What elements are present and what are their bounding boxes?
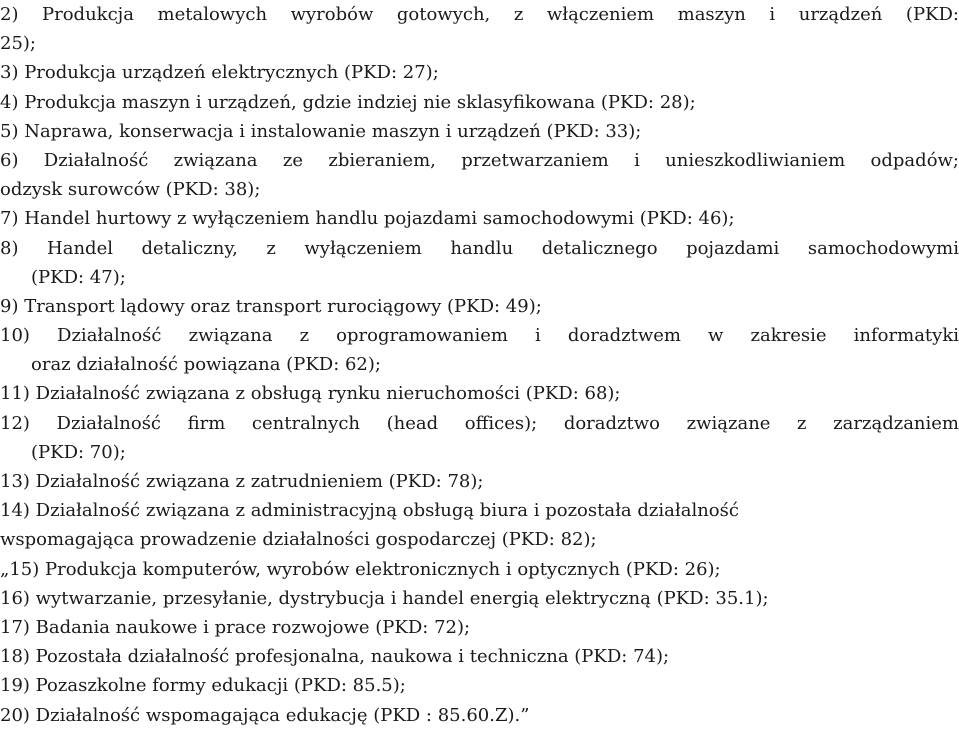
- list-item-text: 17) Badania naukowe i prace rozwojowe (PKD: 72);: [0, 616, 471, 638]
- list-item-17: [0, 613, 959, 642]
- list-item-12: [0, 409, 959, 467]
- list-item-text: 3) Produkcja urządzeń elektrycznych (PKD: 27);: [0, 62, 439, 84]
- list-item-8: [0, 234, 959, 292]
- list-item-text: 10) Działalność związana z oprogramowaniem i doradztwem w zakresie informatyki: [0, 325, 959, 347]
- list-item-text: 20) Działalność wspomagająca edukację (PKD : 85.60.Z).”: [0, 704, 530, 726]
- list-item-text-continued: oraz działalność powiązana (PKD: 62);: [31, 354, 381, 376]
- list-item-9: [0, 292, 959, 321]
- list-item-text: „15) Produkcja komputerów, wyrobów elektronicznych i optycznych (PKD: 26);: [0, 558, 721, 580]
- list-item-text: 5) Naprawa, konserwacja i instalowanie maszyn i urządzeń (PKD: 33);: [0, 120, 642, 142]
- list-item-text-continued: odzysk surowców (PKD: 38);: [0, 179, 261, 201]
- list-item-20: [0, 701, 959, 730]
- list-item-text: 2) Produkcja metalowych wyrobów gotowych, z włączeniem maszyn i urządzeń (PKD:: [0, 4, 959, 25]
- list-item-18: [0, 642, 959, 671]
- list-item-13: [0, 467, 959, 496]
- list-item-11: [0, 379, 959, 408]
- list-item-text: 16) wytwarzanie, przesyłanie, dystrybucja i handel energią elektryczną (PKD: 35.1);: [0, 587, 769, 609]
- list-item-text: 7) Handel hurtowy z wyłączeniem handlu pojazdami samochodowymi (PKD: 46);: [0, 208, 735, 230]
- list-item-text: 13) Działalność związana z zatrudnieniem (PKD: 78);: [0, 471, 484, 492]
- list-item-text-continued: 25);: [0, 33, 36, 55]
- list-item-4: [0, 88, 959, 117]
- list-item-7: [0, 204, 959, 233]
- list-item-10: [0, 321, 959, 379]
- list-item-15: [0, 555, 959, 584]
- list-item-6: [0, 146, 959, 204]
- list-item-text: 8) Handel detaliczny, z wyłączeniem handlu detalicznego pojazdami samochodowymi: [0, 237, 959, 259]
- list-item-text: 4) Produkcja maszyn i urządzeń, gdzie indziej nie sklasyfikowana (PKD: 28);: [0, 91, 696, 113]
- list-item-2: [0, 0, 959, 58]
- list-item-text: 18) Pozostała działalność profesjonalna, naukowa i techniczna (PKD: 74);: [0, 646, 670, 668]
- list-item-text: 12) Działalność firm centralnych (head offices); doradztwo związane z zarządzaniem: [0, 412, 959, 434]
- list-item-text-continued: (PKD: 70);: [31, 441, 126, 463]
- list-item-16: [0, 584, 959, 613]
- list-item-text: 6) Działalność związana ze zbieraniem, przetwarzaniem i unieszkodliwianiem odpadów;: [0, 149, 959, 171]
- list-item-text-continued: (PKD: 47);: [31, 266, 126, 288]
- list-item-14: [0, 496, 959, 554]
- list-item-19: [0, 671, 959, 700]
- list-item-text-continued: wspomagająca prowadzenie działalności gospodarczej (PKD: 82);: [0, 529, 597, 551]
- list-item-3: [0, 58, 959, 87]
- list-item-text: 19) Pozaszkolne formy edukacji (PKD: 85.5);: [0, 675, 406, 697]
- list-item-5: [0, 117, 959, 146]
- list-item-text: 9) Transport lądowy oraz transport rurociągowy (PKD: 49);: [0, 295, 542, 317]
- list-item-text: 11) Działalność związana z obsługą rynku nieruchomości (PKD: 68);: [0, 383, 621, 405]
- list-item-text: 14) Działalność związana z administracyjną obsługą biura i pozostała działalność: [0, 500, 739, 522]
